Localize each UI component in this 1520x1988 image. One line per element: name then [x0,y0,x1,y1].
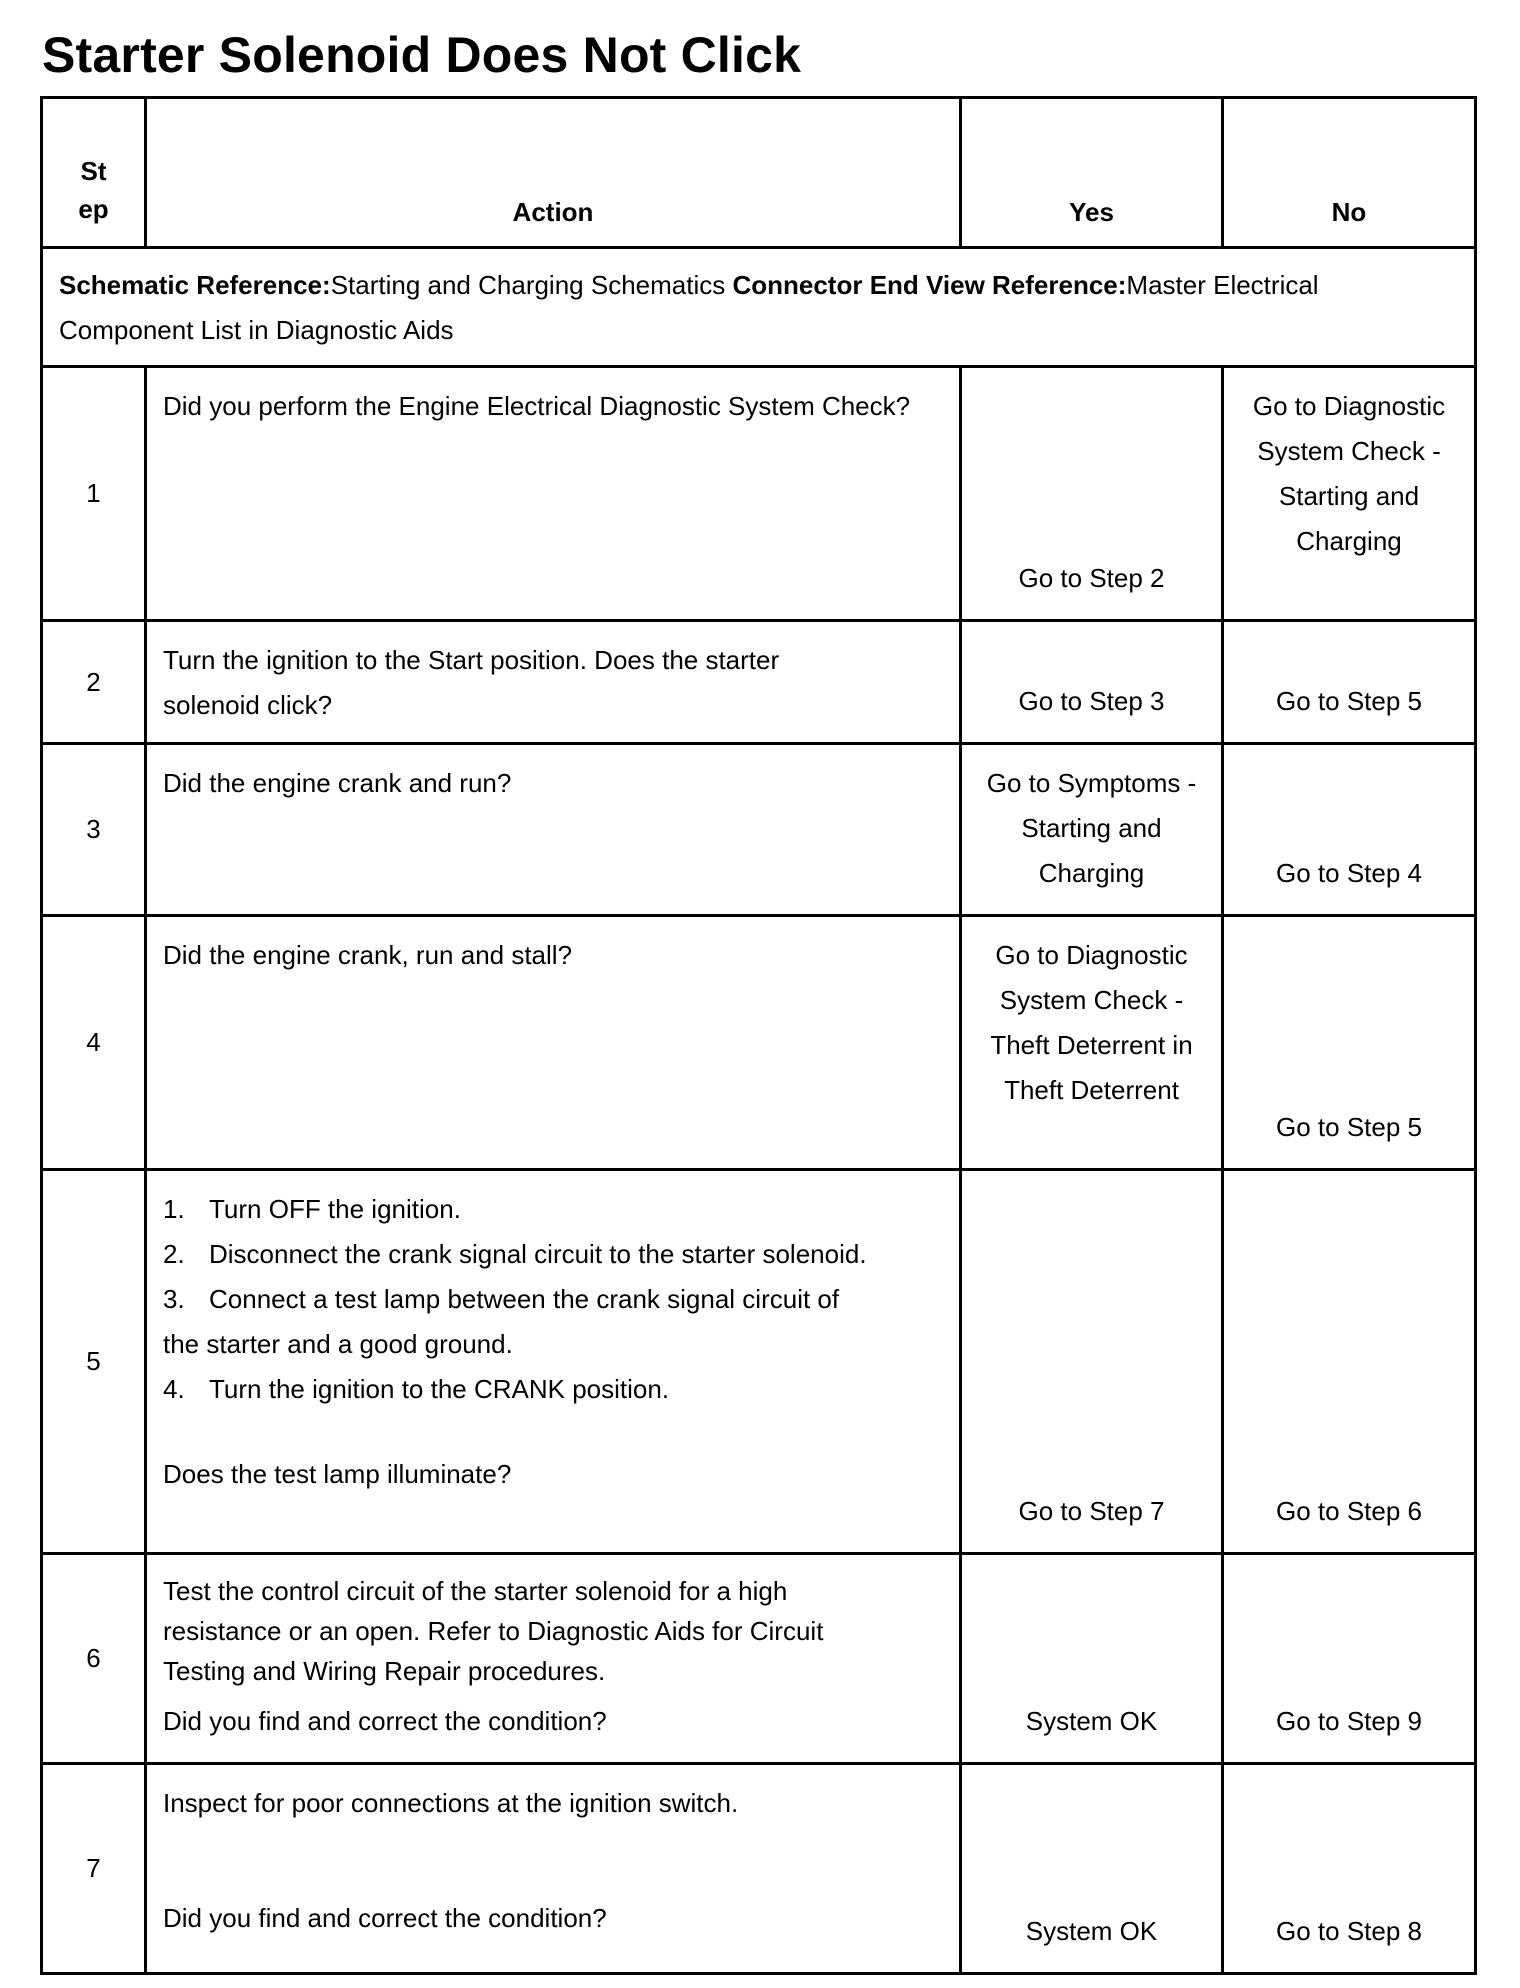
list-item [163,1232,869,1277]
list-item-number: 1. [163,1194,185,1224]
yes-outcome: System OK [961,1764,1223,1974]
header-step-label: St ep [78,156,109,224]
question-text: Did you find and correct the condition? [163,1903,607,1933]
table-row [42,916,1476,1170]
list-item [163,1277,869,1367]
no-outcome-text: Go to Diagnostic System Check - Starting and Charging [1252,391,1446,556]
table-row [42,367,1476,621]
step-number: 7 [42,1764,146,1974]
step-number: 5 [42,1170,146,1554]
header-yes: Yes [961,98,1223,248]
no-outcome: Go to Step 6 [1223,1170,1476,1554]
list-item-text: Turn OFF the ignition. [209,1194,461,1224]
header-step [42,98,146,248]
list-item-number: 3. [163,1284,185,1314]
list-item-text: Disconnect the crank signal circuit to the starter solenoid. [209,1239,867,1269]
action-text: Did you perform the Engine Electrical Diagnostic System Check? [146,367,961,621]
action-text [146,1554,961,1764]
question-text: Does the test lamp illuminate? [163,1459,512,1489]
table-row [42,1170,1476,1554]
step-number: 3 [42,744,146,916]
list-item-number: 2. [163,1239,185,1269]
action-body: Test the control circuit of the starter solenoid for a high resistance or an open. Refer to Diagnostic Aids for Circuit Testing and Wiring Repair procedures. [163,1576,824,1686]
header-action: Action [146,98,961,248]
yes-outcome [961,916,1223,1170]
no-outcome: Go to Step 9 [1223,1554,1476,1764]
yes-outcome: Go to Step 3 [961,621,1223,744]
action-text [146,1764,961,1974]
schematic-reference-value: Starting and Charging Schematics [330,270,733,300]
no-outcome [1223,367,1476,621]
step-number: 2 [42,621,146,744]
action-text [146,1170,961,1554]
step-number: 1 [42,367,146,621]
schematic-reference-label: Schematic Reference: [59,270,331,300]
yes-outcome-text: Go to Symptoms - Starting and Charging [986,768,1197,888]
list-item [163,1367,869,1412]
no-outcome: Go to Step 5 [1223,621,1476,744]
list-item-text: Turn the ignition to the CRANK position. [209,1374,670,1404]
yes-outcome: Go to Step 2 [961,367,1223,621]
reference-cell [42,248,1476,367]
yes-outcome [961,744,1223,916]
no-outcome: Go to Step 8 [1223,1764,1476,1974]
action-text: Turn the ignition to the Start position. Does the starter solenoid click? [146,621,961,744]
step-number: 4 [42,916,146,1170]
spacer [163,1412,869,1452]
table-row [42,744,1476,916]
yes-outcome: System OK [961,1554,1223,1764]
no-outcome: Go to Step 4 [1223,744,1476,916]
table-row [42,621,1476,744]
yes-outcome-text: Go to Diagnostic System Check - Theft Deterrent in Theft Deterrent [990,940,1193,1105]
list-item-text: Connect a test lamp between the crank signal circuit of the starter and a good ground. [163,1284,840,1359]
diagnostic-table [40,96,1477,1975]
connector-reference-value: Master Electrical Component List in Diagnostic Aids [59,270,1319,345]
list-item-number: 4. [163,1374,185,1404]
table-row [42,1764,1476,1974]
connector-reference-label: Connector End View Reference: [732,270,1127,300]
reference-row [42,248,1476,367]
list-item [163,1187,869,1232]
header-no: No [1223,98,1476,248]
spacer [163,1826,943,1896]
yes-outcome: Go to Step 7 [961,1170,1223,1554]
page-title: Starter Solenoid Does Not Click [42,27,802,83]
no-outcome: Go to Step 5 [1223,916,1476,1170]
action-body: Inspect for poor connections at the ignition switch. [163,1788,739,1818]
action-text: Did the engine crank, run and stall? [146,916,961,1170]
table-row [42,1554,1476,1764]
question-text: Did you find and correct the condition? [163,1706,607,1736]
action-text: Did the engine crank and run? [146,744,961,916]
header-row [42,98,1476,248]
step-number: 6 [42,1554,146,1764]
